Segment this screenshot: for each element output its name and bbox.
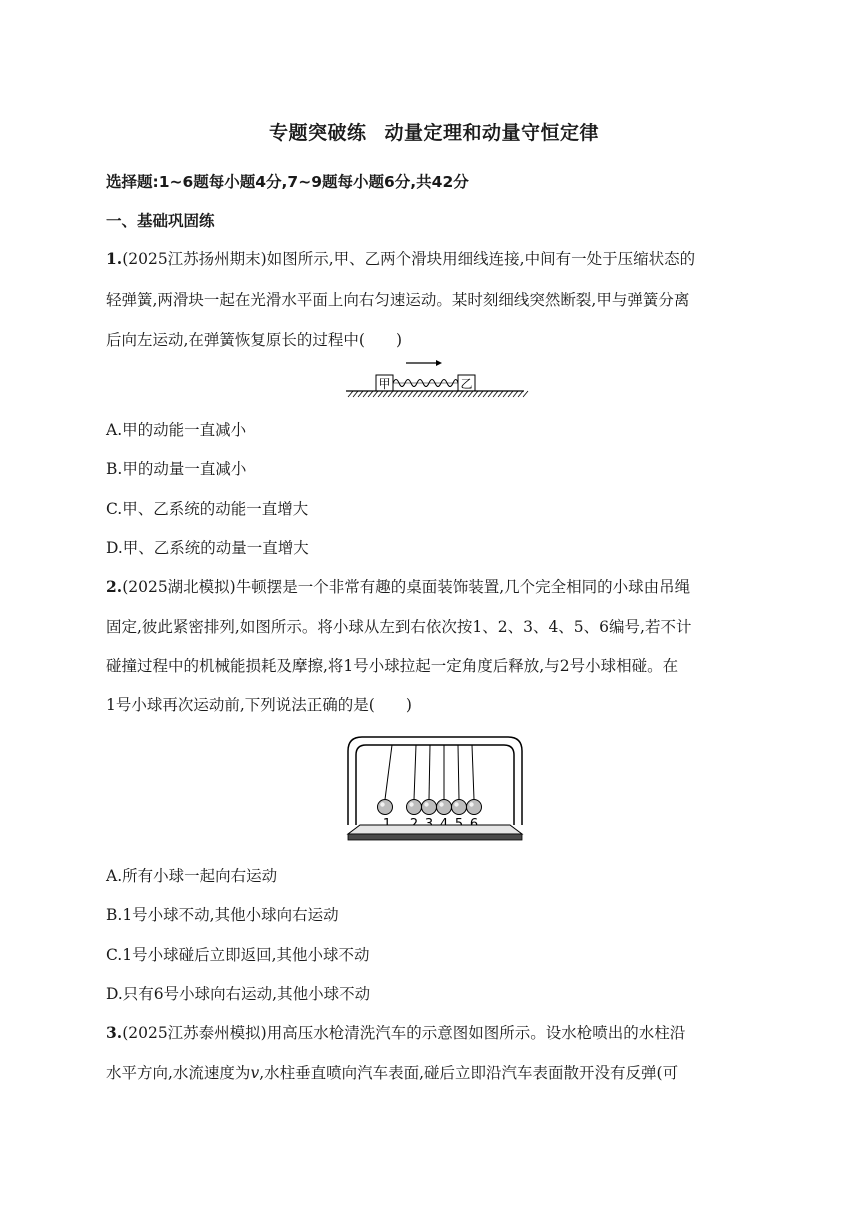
q2-text-1: (2025湖北模拟)牛顿摆是一个非常有趣的桌面装饰装置,几个完全相同的小球由吊绳 xyxy=(122,578,691,596)
page-title xyxy=(0,118,868,145)
ball-6 xyxy=(467,800,482,815)
ball-2 xyxy=(407,800,422,815)
q1-text-1: (2025江苏扬州期末)如图所示,甲、乙两个滑块用细线连接,中间有一处于压缩状态的 xyxy=(122,250,696,268)
ground-hatching xyxy=(348,391,528,397)
string-3 xyxy=(429,745,430,800)
q1-line-3: 后向左运动,在弹簧恢复原长的过程中( ) xyxy=(106,331,403,349)
ball-highlight-4 xyxy=(439,802,443,806)
ball-highlight-2 xyxy=(409,802,413,806)
section-heading: 一、基础巩固练 xyxy=(106,212,215,230)
q1-option-d: D.甲、乙系统的动量一直增大 xyxy=(106,539,309,557)
q2-option-b: B.1号小球不动,其他小球向右运动 xyxy=(106,906,339,924)
q3-text-2a: 水平方向,水流速度为 xyxy=(106,1064,251,1082)
q1-option-a: A.甲的动能一直减小 xyxy=(106,421,247,439)
q2-option-a: A.所有小球一起向右运动 xyxy=(106,867,278,885)
string-5 xyxy=(458,745,459,800)
q3-line-2 xyxy=(106,1061,678,1083)
q1-line-2: 轻弹簧,两滑块一起在光滑水平面上向右匀速运动。某时刻细线突然断裂,甲与弹簧分离 xyxy=(106,291,690,309)
ball-3 xyxy=(422,800,437,815)
string-1 xyxy=(385,745,392,800)
title-part2: 动量定理和动量守恒定律 xyxy=(384,122,600,144)
base-top xyxy=(348,825,522,834)
q3-text-2b: ,水柱垂直喷向汽车表面,碰后立即沿汽车表面散开没有反弹(可 xyxy=(259,1064,679,1082)
string-6 xyxy=(472,745,474,800)
q3-text-1: (2025江苏泰州模拟)用高压水枪清洗汽车的示意图如图所示。设水枪喷出的水柱沿 xyxy=(122,1024,686,1042)
block-jia-label: 甲 xyxy=(378,377,391,391)
velocity-arrowhead xyxy=(436,360,442,366)
ball-highlight-6 xyxy=(469,802,473,806)
q1-option-b: B.甲的动量一直减小 xyxy=(106,460,247,478)
string-2 xyxy=(414,745,416,800)
q2-option-c: C.1号小球碰后立即返回,其他小球不动 xyxy=(106,946,370,964)
q3-number: 3. xyxy=(106,1023,123,1042)
q2-line-1 xyxy=(106,575,690,597)
q1-number: 1. xyxy=(106,249,123,268)
spring xyxy=(393,380,458,387)
block-yi-label: 乙 xyxy=(460,377,473,391)
ball-highlight-5 xyxy=(454,802,458,806)
ball-5 xyxy=(452,800,467,815)
newtons-cradle-figure xyxy=(344,733,526,843)
strings xyxy=(385,745,474,800)
q1-option-c: C.甲、乙系统的动能一直增大 xyxy=(106,500,309,518)
score-info: 选择题:1~6题每小题4分,7~9题每小题6分,共42分 xyxy=(106,173,469,191)
q2-number: 2. xyxy=(106,577,123,596)
title-part1: 专题突破练 xyxy=(268,122,367,144)
base-side xyxy=(348,834,522,840)
ball-highlight-3 xyxy=(424,802,428,806)
sliders-figure xyxy=(340,356,530,398)
q2-line-4: 1号小球再次运动前,下列说法正确的是( ) xyxy=(106,696,412,714)
ball-1 xyxy=(378,800,393,815)
q3-line-1 xyxy=(106,1021,685,1043)
q2-line-2: 固定,彼此紧密排列,如图所示。将小球从左到右依次按1、2、3、4、5、6编号,若不计 xyxy=(106,618,692,636)
ball-highlight-1 xyxy=(380,802,384,806)
balls xyxy=(378,800,482,815)
frame-inner xyxy=(356,745,514,825)
q2-option-d: D.只有6号小球向右运动,其他小球不动 xyxy=(106,985,371,1003)
q3-velocity-symbol: v xyxy=(250,1064,260,1082)
q1-line-1 xyxy=(106,247,695,269)
ball-4 xyxy=(437,800,452,815)
q2-line-3: 碰撞过程中的机械能损耗及摩擦,将1号小球拉起一定角度后释放,与2号小球相碰。在 xyxy=(106,657,679,675)
